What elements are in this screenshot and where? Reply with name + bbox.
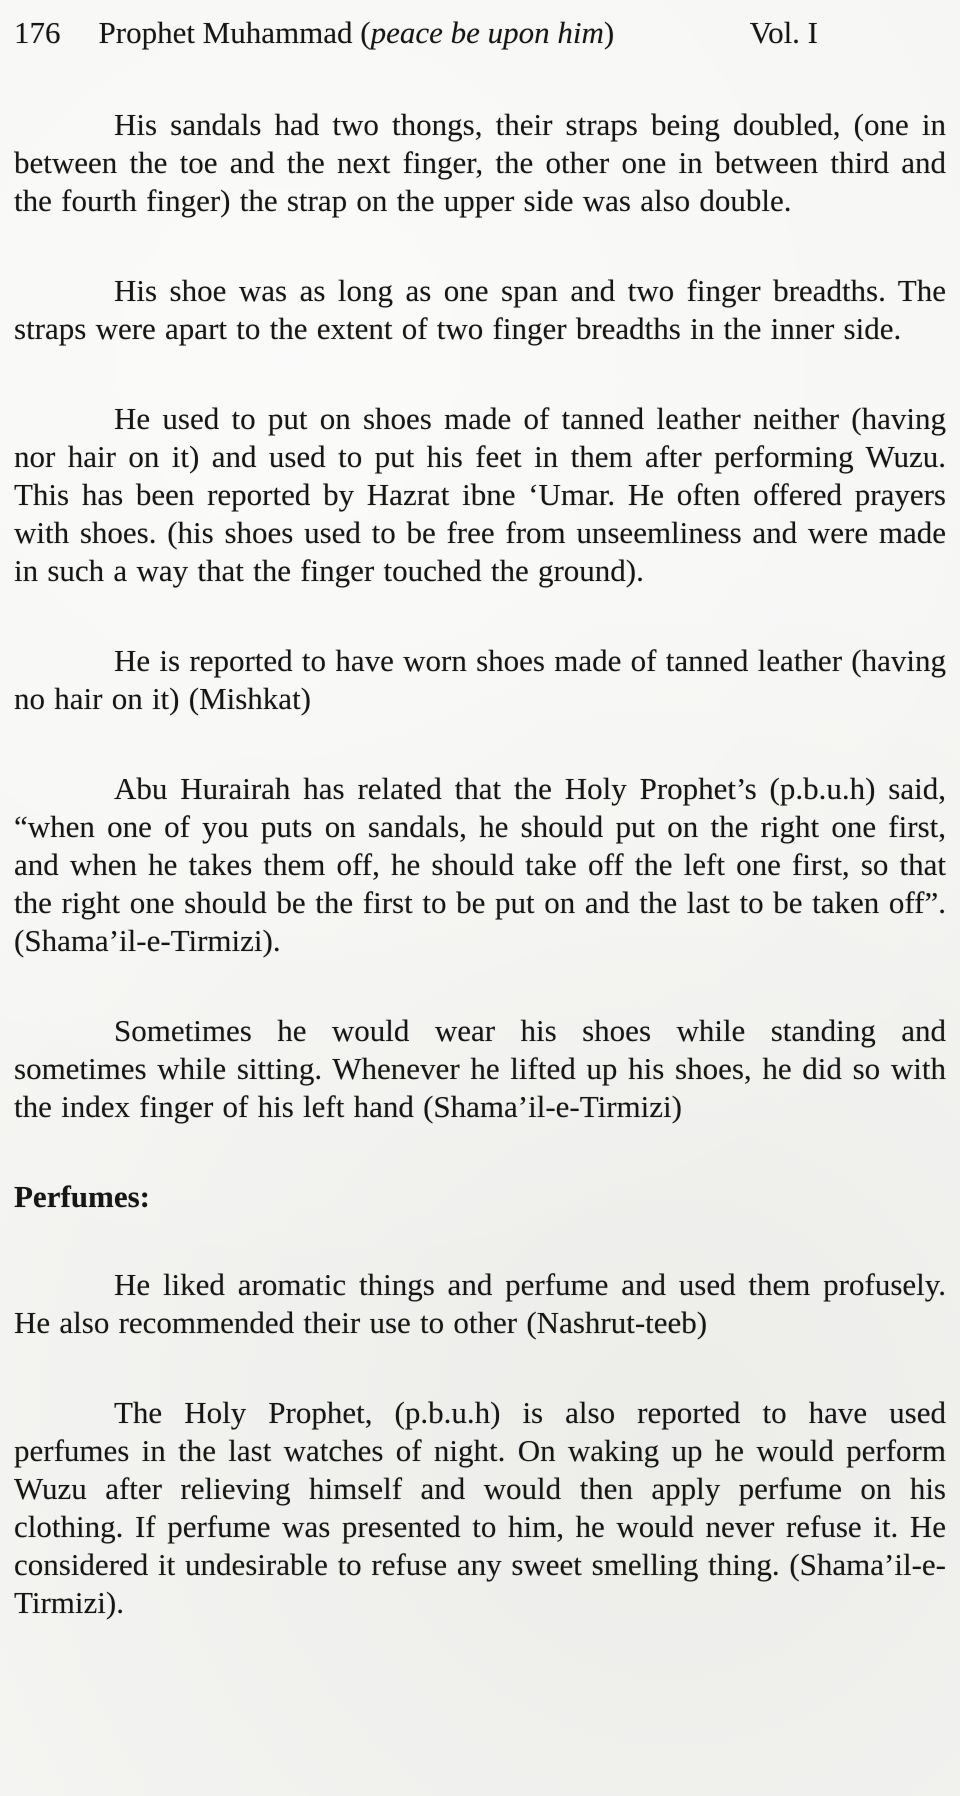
page-header (14, 14, 946, 52)
running-title-suffix: ) (603, 15, 615, 50)
volume-label: Vol. I (749, 15, 818, 50)
paragraph-shoe-length: His shoe was as long as one span and two finger breadths. The straps were apart to the extent of two finger breadths in the inner side. (14, 273, 946, 346)
paragraph-wearing-shoes: Sometimes he would wear his shoes while standing and sometimes while sitting. Whenever he lifted up his shoes, he did so with the index finger of his left hand (Shama’il-e-Tirmizi) (14, 1013, 946, 1124)
page-number: 176 (14, 15, 61, 50)
paragraph-mishkat: He is reported to have worn shoes made of tanned leather (having no hair on it) (Mishkat) (14, 643, 946, 716)
paragraph-sandals: His sandals had two thongs, their straps being doubled, (one in between the toe and the next finger, the other one in between third and the fourth finger) the strap on the upper side was also double. (14, 107, 946, 218)
body-text (14, 106, 946, 1622)
paragraph-tanned-leather: He used to put on shoes made of tanned leather neither (having nor hair on it) and used to put his feet in them after performing Wuzu. This has been reported by Hazrat ibne ‘Umar. He often offered prayers with shoes. (his shoes used to be free from unseemliness and were made in such a way that the finger touched the ground). (14, 401, 946, 588)
running-title-prefix: Prophet Muhammad ( (98, 15, 371, 50)
paragraph-abu-hurairah: Abu Hurairah has related that the Holy Prophet’s (p.b.u.h) said, “when one of you puts on sandals, he should put on the right one first, and when he takes them off, he should take off the left one first, so that the right one should be the first to be put on and the last to be taken off”. (Shama’il-e-Tirmizi). (14, 771, 946, 958)
paragraph-aromatic: He liked aromatic things and perfume and used them profusely. He also recommended their use to other (Nashrut-teeb) (14, 1267, 946, 1340)
paragraph-night-perfume: The Holy Prophet, (p.b.u.h) is also reported to have used perfumes in the last watches of night. On waking up he would perform Wuzu after relieving himself and would then apply perfume on his clothing. If perfume was presented to him, he would never refuse it. He considered it undesirable to refuse any sweet smelling thing. (Shama’il-e-Tirmizi). (14, 1395, 946, 1620)
running-title (99, 14, 615, 52)
section-heading-perfumes: Perfumes: (14, 1179, 150, 1214)
running-title-italic: peace be upon him (370, 15, 604, 50)
